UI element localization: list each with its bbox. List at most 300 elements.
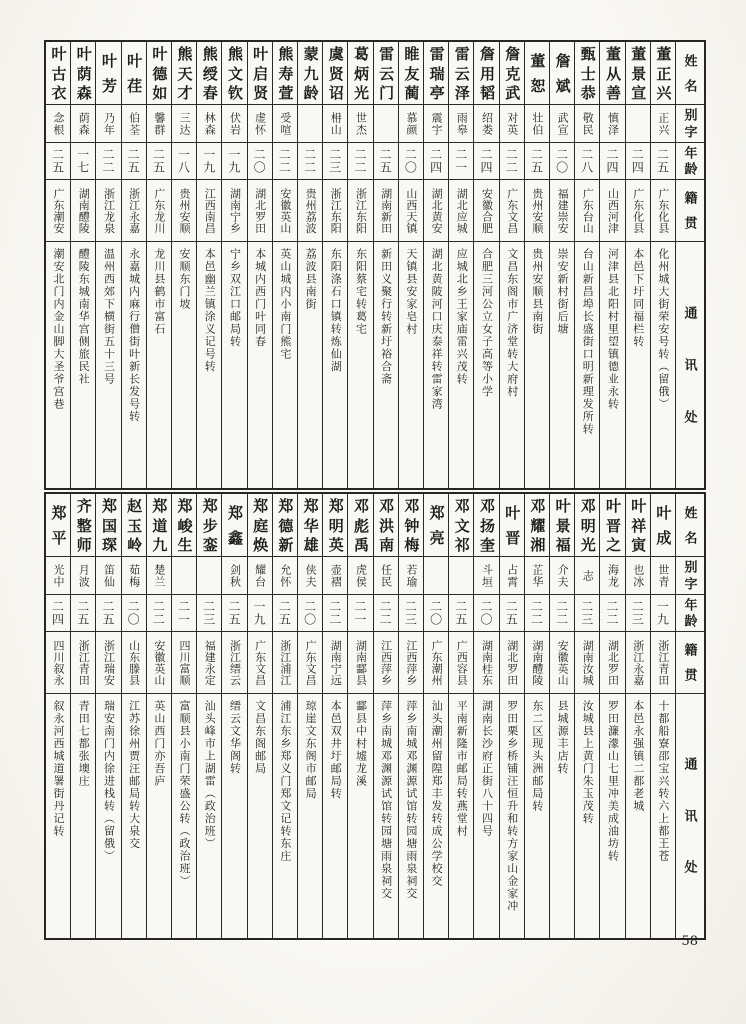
person-name: 蒙 九 龄 [301, 46, 318, 100]
person-name: 雷 云 泽 [452, 46, 469, 100]
person-column [473, 494, 498, 938]
person-column [95, 42, 120, 488]
person-courtesy-name: 虚怀 [248, 104, 272, 142]
person-age: 二二 [298, 142, 322, 179]
person-name: 邓 洪 南 [377, 498, 394, 552]
person-courtesy-name: 茹梅 [122, 556, 146, 594]
person-address: 龙川县鹤市富石 [147, 241, 171, 488]
person-name: 齐 整 师 [74, 498, 91, 552]
person-address: 酃县中村墟龙溪 [348, 693, 372, 938]
person-name: 叶 晋 [503, 504, 520, 546]
person-name: 郑 国 琛 [99, 498, 116, 552]
person-native-place: 湖南桂东 [474, 631, 498, 693]
person-column [524, 42, 549, 488]
person-courtesy-name: 乃年 [96, 104, 120, 142]
header-address: 通 讯 处 [676, 241, 704, 488]
person-native-place: 山东滕县 [122, 631, 146, 693]
person-name: 叶 启 贤 [251, 46, 268, 100]
header-native-place: 籍 贯 [676, 631, 704, 693]
person-native-place: 湖北黄安 [424, 179, 448, 241]
person-native-place: 浙江青田 [651, 631, 675, 693]
person-native-place: 广东文昌 [248, 631, 272, 693]
person-address: 浦江东乡郑义门郑文记转东庄 [273, 693, 297, 938]
person-native-place: 湖南新田 [374, 179, 398, 241]
person-column [650, 494, 675, 938]
person-name: 虞 贤 诏 [326, 46, 343, 100]
person-courtesy-name: 光中 [46, 556, 70, 594]
person-native-place: 湖南宁远 [323, 631, 347, 693]
person-courtesy-name: 震宇 [424, 104, 448, 142]
person-native-place: 湖南醴陵 [525, 631, 549, 693]
person-name: 郑 道 九 [150, 498, 167, 552]
person-column [46, 494, 70, 938]
person-address: 罗田栗乡桥铺汪恒升和转方家山金家冲 [500, 693, 524, 938]
header-courtesy-name: 别 字 [676, 556, 704, 594]
person-address: 缙云文华阁转 [222, 693, 246, 938]
row-label-column [675, 42, 704, 488]
person-address: 合肥三河公立女子高等小学 [474, 241, 498, 488]
header-name: 姓 名 [682, 54, 698, 92]
person-column [574, 42, 599, 488]
person-age: 二〇 [550, 142, 574, 179]
person-column [499, 42, 524, 488]
person-age: 二〇 [122, 594, 146, 631]
person-native-place: 湖北罗田 [248, 179, 272, 241]
person-name: 雷 瑞 亭 [427, 46, 444, 100]
person-address: 英山西门亦吾庐 [147, 693, 171, 938]
person-age: 二〇 [248, 142, 272, 179]
person-age: 二四 [424, 142, 448, 179]
person-column [272, 494, 297, 938]
person-age: 二三 [323, 142, 347, 179]
person-column [373, 42, 398, 488]
person-column [650, 42, 675, 488]
person-age: 二〇 [424, 594, 448, 631]
person-column [196, 42, 221, 488]
person-courtesy-name: 雨皋 [449, 104, 473, 142]
person-column [599, 42, 624, 488]
person-address: 化州城大街荣安号转（留俄） [651, 241, 675, 488]
person-courtesy-name: 允怀 [273, 556, 297, 594]
person-age: 二三 [197, 594, 221, 631]
person-address: 江苏徐州贾汪邮局转大泉交 [122, 693, 146, 938]
person-address: 贵州安顺县南街 [525, 241, 549, 488]
person-courtesy-name: 武宣 [550, 104, 574, 142]
person-age: 二八 [575, 142, 599, 179]
person-native-place: 江西萍乡 [399, 631, 423, 693]
person-native-place: 福建永定 [197, 631, 221, 693]
person-column [398, 42, 423, 488]
person-courtesy-name [374, 104, 398, 142]
person-native-place: 四川富顺 [172, 631, 196, 693]
person-age: 二二 [374, 594, 398, 631]
person-native-place: 湖北应城 [449, 179, 473, 241]
person-native-place: 浙江永嘉 [626, 631, 650, 693]
person-address: 东阳蔡宅转葛宅 [348, 241, 372, 488]
person-column [146, 494, 171, 938]
person-age: 二〇 [298, 594, 322, 631]
person-address: 湖南长沙府正街八十四号 [474, 693, 498, 938]
person-courtesy-name: 海龙 [600, 556, 624, 594]
person-column [221, 494, 246, 938]
person-address: 罗田濂濛山七里冲美成油坊转 [600, 693, 624, 938]
person-courtesy-name [172, 556, 196, 594]
person-column [95, 494, 120, 938]
person-name: 邓 文 祁 [452, 498, 469, 552]
person-native-place: 广东潮州 [424, 631, 448, 693]
person-name: 邓 明 光 [578, 498, 595, 552]
person-name: 郑 华 雄 [301, 498, 318, 552]
person-name: 郑 明 英 [326, 498, 343, 552]
person-column [473, 42, 498, 488]
person-age: 二五 [222, 594, 246, 631]
person-native-place: 广东潮安 [46, 179, 70, 241]
person-address: 安顺东门坡 [172, 241, 196, 488]
person-courtesy-name: 枏山 [323, 104, 347, 142]
person-age: 二三 [626, 594, 650, 631]
person-native-place: 浙江龙泉 [96, 179, 120, 241]
person-address: 湖北黄陂河口庆泰祥转雷家湾 [424, 241, 448, 488]
person-name: 睢 友 蔺 [402, 46, 419, 100]
person-age: 二二 [273, 142, 297, 179]
header-age: 年 龄 [676, 594, 704, 631]
person-native-place: 湖南宁乡 [222, 179, 246, 241]
person-name: 叶 祥 寅 [629, 498, 646, 552]
person-address: 汕头潮州留隍郑丰发转成公学校交 [424, 693, 448, 938]
person-address: 富顺县小南门荣盛公转（政治班） [172, 693, 196, 938]
person-native-place: 广东文昌 [298, 631, 322, 693]
person-native-place: 山西河津 [600, 179, 624, 241]
person-native-place: 浙江永嘉 [122, 179, 146, 241]
person-column [599, 494, 624, 938]
person-column [297, 494, 322, 938]
person-column [448, 494, 473, 938]
person-address: 文昌东阁邮局 [248, 693, 272, 938]
person-name: 董 恕 [528, 52, 545, 94]
person-name: 叶 荏 [125, 52, 142, 94]
person-native-place: 浙江青田 [71, 631, 95, 693]
person-age: 二五 [96, 594, 120, 631]
person-column [549, 494, 574, 938]
person-native-place: 湖南酃县 [348, 631, 372, 693]
person-column [70, 42, 95, 488]
person-courtesy-name: 世青 [651, 556, 675, 594]
person-courtesy-name: 绍娄 [474, 104, 498, 142]
person-age: 二二 [525, 594, 549, 631]
person-name: 郑 庭 焕 [251, 498, 268, 552]
person-address: 文昌东阁市广济堂转大府村 [500, 241, 524, 488]
person-courtesy-name: 念根 [46, 104, 70, 142]
person-address: 本邑永强镇二都老城 [626, 693, 650, 938]
person-age: 一九 [197, 142, 221, 179]
person-name: 叶 芳 [99, 52, 116, 94]
person-address: 平南新隆市邮局转燕堂村 [449, 693, 473, 938]
person-age: 一九 [222, 142, 246, 179]
person-courtesy-name [626, 104, 650, 142]
person-column [46, 42, 70, 488]
person-courtesy-name: 斗垣 [474, 556, 498, 594]
person-age: 二五 [500, 594, 524, 631]
person-courtesy-name: 对英 [500, 104, 524, 142]
person-name: 叶 荫 森 [74, 46, 91, 100]
person-age: 二一 [172, 594, 196, 631]
person-native-place: 广东龙川 [147, 179, 171, 241]
person-name: 郑 峻 生 [175, 498, 192, 552]
person-native-place: 安徽合肥 [474, 179, 498, 241]
person-column [423, 42, 448, 488]
person-native-place: 湖北罗田 [500, 631, 524, 693]
person-courtesy-name: 林森 [197, 104, 221, 142]
person-native-place: 四川叙永 [46, 631, 70, 693]
person-age: 二五 [46, 142, 70, 179]
register-table-lower [44, 492, 706, 940]
person-courtesy-name: 楚兰 [147, 556, 171, 594]
person-age: 一七 [71, 142, 95, 179]
person-name: 郑 德 新 [276, 498, 293, 552]
person-name: 郑 亮 [427, 504, 444, 546]
person-column [574, 494, 599, 938]
person-column [247, 494, 272, 938]
person-name: 熊 天 才 [175, 46, 192, 100]
person-courtesy-name: 正兴 [651, 104, 675, 142]
register-table-upper [44, 40, 706, 490]
person-courtesy-name [424, 556, 448, 594]
header-native-place: 籍 贯 [676, 179, 704, 241]
person-courtesy-name [298, 104, 322, 142]
person-age: 一九 [248, 594, 272, 631]
person-column [121, 42, 146, 488]
person-courtesy-name: 虎侯 [348, 556, 372, 594]
person-column [524, 494, 549, 938]
person-name: 叶 景 福 [553, 498, 570, 552]
person-native-place: 贵州荔波 [298, 179, 322, 241]
person-name: 邓 扬 奎 [477, 498, 494, 552]
person-native-place: 浙江东阳 [348, 179, 372, 241]
person-address: 叙永河西城道署街丹记转 [46, 693, 70, 938]
person-age: 一九 [651, 594, 675, 631]
person-column [625, 42, 650, 488]
person-courtesy-name: 介夫 [550, 556, 574, 594]
person-column [171, 494, 196, 938]
header-age: 年 龄 [676, 142, 704, 179]
person-address: 汝城县上黄门朱玉茂转 [575, 693, 599, 938]
person-name: 邓 彪 禹 [351, 498, 368, 552]
person-column [146, 42, 171, 488]
person-age: 二五 [651, 142, 675, 179]
person-native-place: 浙江浦江 [273, 631, 297, 693]
person-courtesy-name: 壶褶 [323, 556, 347, 594]
person-address: 萍乡南城邓渊源试馆转园塘雨泉祠交 [374, 693, 398, 938]
person-courtesy-name: 受喧 [273, 104, 297, 142]
person-age: 二四 [474, 142, 498, 179]
person-column [499, 494, 524, 938]
person-native-place: 贵州安顺 [525, 179, 549, 241]
person-name: 詹 克 武 [503, 46, 520, 100]
person-native-place: 贵州安顺 [172, 179, 196, 241]
person-age: 二二 [500, 142, 524, 179]
person-courtesy-name: 志 [575, 556, 599, 594]
person-name: 熊 寿 萱 [276, 46, 293, 100]
person-courtesy-name: 笛仙 [96, 556, 120, 594]
person-native-place: 山西天镇 [399, 179, 423, 241]
person-age: 二二 [600, 594, 624, 631]
person-address: 台山新昌埠长盛街口明新理发所转 [575, 241, 599, 488]
person-name: 詹 用 韬 [477, 46, 494, 100]
person-native-place: 广东化县 [626, 179, 650, 241]
header-courtesy-name: 别 字 [676, 104, 704, 142]
person-address: 本邑双井圩邮局转 [323, 693, 347, 938]
person-address: 永嘉城内麻行僧街叶新长发号转 [122, 241, 146, 488]
person-column [347, 42, 372, 488]
person-age: 二四 [600, 142, 624, 179]
person-native-place: 广西容县 [449, 631, 473, 693]
person-age: 二四 [626, 142, 650, 179]
person-column [221, 42, 246, 488]
person-name: 邓 耀 湘 [528, 498, 545, 552]
person-courtesy-name: 馨群 [147, 104, 171, 142]
person-name: 叶 古 衣 [49, 46, 66, 100]
person-courtesy-name: 月波 [71, 556, 95, 594]
person-courtesy-name: 壮伯 [525, 104, 549, 142]
person-native-place: 浙江东阳 [323, 179, 347, 241]
person-address: 本邑幽兰镇涂义记号转 [197, 241, 221, 488]
person-age: 二二 [147, 594, 171, 631]
person-address: 河津县北阳村里望镇德业永转 [600, 241, 624, 488]
person-age: 二五 [525, 142, 549, 179]
person-name: 郑 平 [49, 504, 66, 546]
person-age: 二二 [323, 594, 347, 631]
person-courtesy-name: 敬民 [575, 104, 599, 142]
person-courtesy-name: 世杰 [348, 104, 372, 142]
person-courtesy-name: 若瑜 [399, 556, 423, 594]
person-age: 二五 [71, 594, 95, 631]
person-native-place: 江西萍乡 [374, 631, 398, 693]
person-courtesy-name: 任民 [374, 556, 398, 594]
header-address: 通 讯 处 [676, 693, 704, 938]
person-courtesy-name: 慕颜 [399, 104, 423, 142]
person-name: 董 从 善 [604, 46, 620, 100]
person-address: 汕头峰市上湖雷（政治班） [197, 693, 221, 938]
person-address: 宁乡双江口邮局转 [222, 241, 246, 488]
person-column [322, 42, 347, 488]
person-native-place: 浙江瑞安 [96, 631, 120, 693]
person-age: 二二 [550, 594, 574, 631]
person-name: 熊 绶 春 [200, 46, 217, 100]
person-address: 本城内西门叶同春 [248, 241, 272, 488]
person-name: 郑 鑫 [225, 504, 242, 546]
person-address: 温州西郊下横街五十三号 [96, 241, 120, 488]
person-courtesy-name: 侠夫 [298, 556, 322, 594]
person-native-place: 浙江缙云 [222, 631, 246, 693]
person-courtesy-name: 剑秋 [222, 556, 246, 594]
person-column [373, 494, 398, 938]
person-native-place: 广东文昌 [500, 179, 524, 241]
person-age: 二五 [374, 142, 398, 179]
person-native-place: 江西南昌 [197, 179, 221, 241]
person-address: 东阳涤石口镇转炼仙湖 [323, 241, 347, 488]
person-courtesy-name [449, 556, 473, 594]
person-age: 二一 [449, 142, 473, 179]
person-native-place: 湖南醴陵 [71, 179, 95, 241]
person-age: 二五 [122, 142, 146, 179]
person-column [297, 42, 322, 488]
person-age: 二二 [96, 142, 120, 179]
person-native-place: 安徽英山 [147, 631, 171, 693]
person-courtesy-name: 荫森 [71, 104, 95, 142]
person-address: 潮安北门内金山脚大圣爷宫巷 [46, 241, 70, 488]
person-age: 二三 [575, 594, 599, 631]
person-name: 董 正 兴 [654, 46, 671, 100]
person-column [549, 42, 574, 488]
person-column [121, 494, 146, 938]
person-column [196, 494, 221, 938]
person-column [322, 494, 347, 938]
person-address: 琼崖文东阁市邮局 [298, 693, 322, 938]
person-column [448, 42, 473, 488]
person-native-place: 湖北罗田 [600, 631, 624, 693]
person-name: 熊 文 钦 [225, 46, 242, 100]
person-address: 东二区现头洲邮局转 [525, 693, 549, 938]
person-native-place: 广东化县 [651, 179, 675, 241]
person-address: 醴陵东城南华宫侧旅民社 [71, 241, 95, 488]
person-courtesy-name: 伯荃 [122, 104, 146, 142]
person-column [398, 494, 423, 938]
person-native-place: 安徽英山 [273, 179, 297, 241]
person-name: 郑 步 銮 [200, 498, 217, 552]
person-column [171, 42, 196, 488]
person-address: 青田七都张墺庄 [71, 693, 95, 938]
person-column [625, 494, 650, 938]
person-age: 二二 [348, 142, 372, 179]
person-courtesy-name: 三达 [172, 104, 196, 142]
page-number: 58 [681, 934, 698, 949]
person-name: 邓 钟 梅 [402, 498, 419, 552]
person-courtesy-name: 耀台 [248, 556, 272, 594]
person-address: 新田义聚行转新圩裕合斋 [374, 241, 398, 488]
person-age: 二五 [449, 594, 473, 631]
person-courtesy-name [197, 556, 221, 594]
person-address: 英山城内小南门熊宅 [273, 241, 297, 488]
person-courtesy-name: 占霄 [500, 556, 524, 594]
person-age: 二五 [273, 594, 297, 631]
person-age: 二五 [147, 142, 171, 179]
person-native-place: 安徽英山 [550, 631, 574, 693]
person-courtesy-name: 也冰 [626, 556, 650, 594]
person-courtesy-name: 慎泽 [600, 104, 624, 142]
person-column [247, 42, 272, 488]
person-name: 葛 炳 光 [351, 46, 368, 100]
row-label-column [675, 494, 704, 938]
person-age: 二三 [399, 594, 423, 631]
person-name: 叶 成 [654, 504, 671, 546]
person-age: 二〇 [399, 142, 423, 179]
person-native-place: 广东台山 [575, 179, 599, 241]
person-name: 赵 玉 岭 [125, 498, 142, 552]
person-age: 二一 [348, 594, 372, 631]
person-courtesy-name: 芷华 [525, 556, 549, 594]
person-name: 詹 斌 [553, 52, 570, 94]
person-address: 萍乡南城邓渊源试馆转园塘雨泉祠交 [399, 693, 423, 938]
person-name: 雷 云 门 [377, 46, 394, 100]
person-address: 县城源丰店转 [550, 693, 574, 938]
person-address: 应城北乡王家庙雷兴茂转 [449, 241, 473, 488]
person-column [70, 494, 95, 938]
person-name: 董 景 宣 [629, 46, 646, 100]
person-column [272, 42, 297, 488]
person-age: 二四 [46, 594, 70, 631]
person-courtesy-name: 伏岩 [222, 104, 246, 142]
person-address: 瑞安南门内徐进栈转（留俄） [96, 693, 120, 938]
